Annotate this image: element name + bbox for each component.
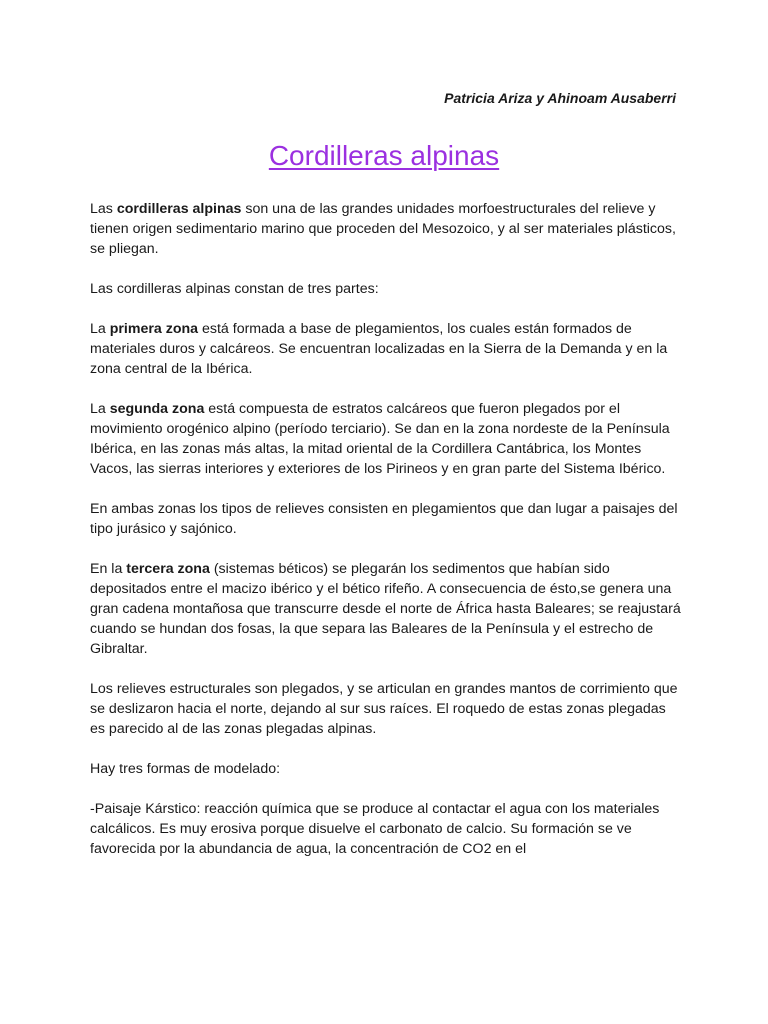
paragraph-both-zones: En ambas zonas los tipos de relieves consisten en plegamientos que dan lugar a paisajes del tipo jurásico y sajónico.: [90, 501, 678, 537]
bold-term: tercera zona: [126, 561, 210, 577]
author-names: Patricia Ariza y Ahinoam Ausaberri: [444, 90, 676, 106]
paragraph-text: son una de las grandes unidades morfoestructurales del relieve y tienen origen sedimentario marino que proceden del Mesozoico, y al ser materiales plásticos, se pliegan.: [90, 201, 676, 257]
bold-term: primera zona: [109, 321, 199, 337]
paragraph-text: La: [90, 321, 110, 337]
paragraph-text: (sistemas béticos) se plegarán los sedimentos que habían sido depositados entre el macizo ibérico y el bético rifeño. A consecuencia de ésto,se genera una gran cadena montañosa que transcurre desde el norte de África hasta Baleares; se reajustará cuando se hundan dos fosas, la que separa las Baleares de la Península y el estrecho de Gibraltar.: [90, 561, 681, 657]
bold-term: segunda zona: [109, 401, 205, 417]
paragraph-text: está compuesta de estratos calcáreos que fueron plegados por el movimiento orogénico alpino (período terciario). Se dan en la zona nordeste de la Península Ibérica, en las zonas más altas, la mitad oriental de la Cordillera Cantábrica, los Montes Vacos, las sierras interiores y exteriores de los Pirineos y en gran parte del Sistema Ibérico.: [90, 401, 670, 477]
paragraph-text: En la: [90, 561, 127, 577]
paragraph-structural-reliefs: Los relieves estructurales son plegados, y se articulan en grandes mantos de corrimiento que se deslizaron hacia el norte, dejando al sur sus raíces. El roquedo de estas zonas plegadas es parecido al de las zonas plegadas alpinas.: [90, 681, 678, 737]
paragraph-text: La: [90, 401, 110, 417]
document-body: [90, 199, 682, 879]
paragraph-second-zone: [90, 399, 682, 479]
paragraph-text: está formada a base de plegamientos, los cuales están formados de materiales duros y calcáreos. Se encuentran localizadas en la Sierra de la Demanda y en la zona central de la Ibérica.: [90, 321, 668, 377]
paragraph-third-zone: [90, 559, 682, 659]
paragraph-karst: -Paisaje Kárstico: reacción química que se produce al contactar el agua con los materiales calcálicos. Es muy erosiva porque disuelve el carbonato de calcio. Su formación se ve favorecida por la abundancia de agua, la concentración de CO2 en el: [90, 801, 660, 857]
paragraph-intro: [90, 199, 682, 259]
paragraph-modeling-forms: Hay tres formas de modelado:: [90, 761, 281, 777]
bold-term: cordilleras alpinas: [116, 201, 242, 217]
paragraph-parts: Las cordilleras alpinas constan de tres partes:: [90, 281, 379, 297]
paragraph-first-zone: [90, 319, 682, 379]
paragraph-text: Las: [90, 201, 117, 217]
document-title: Cordilleras alpinas: [268, 140, 500, 171]
